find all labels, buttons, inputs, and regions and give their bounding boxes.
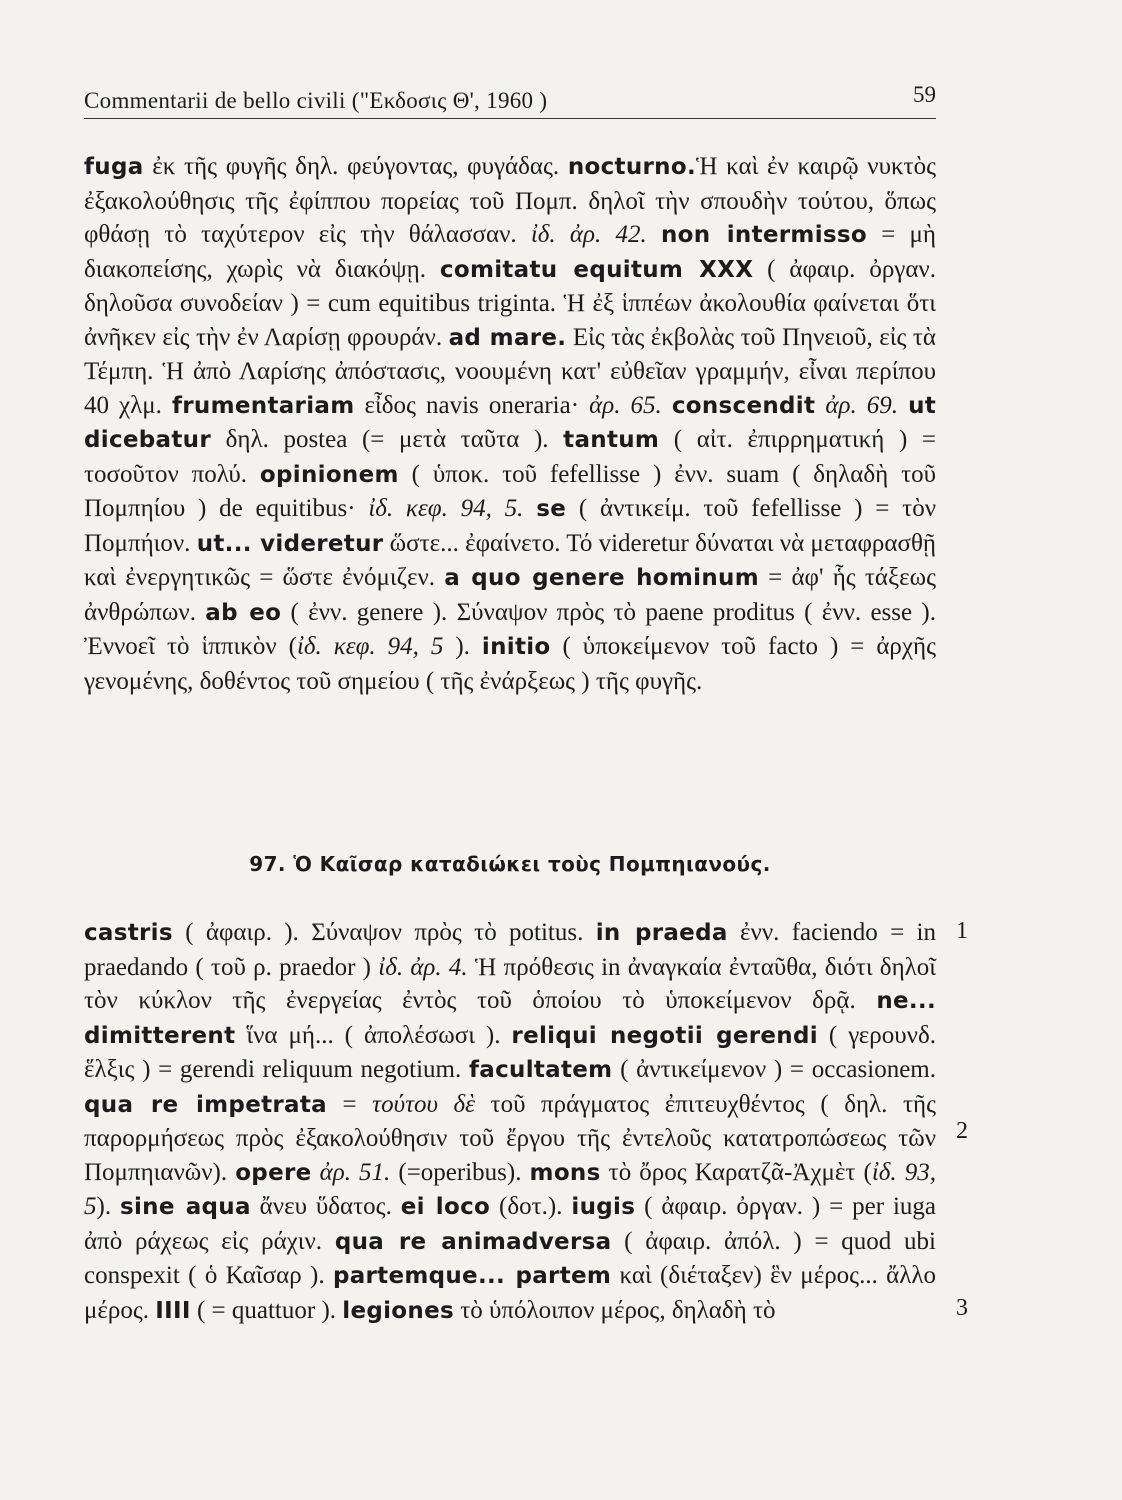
commentary-text: ( ἀφαιρ. ἀπόλ. ) = quod ubi conspexit ( ὁ Καῖσαρ ). [84, 1227, 936, 1289]
margin-line-number: 2 [956, 1118, 968, 1144]
section-heading: 97. Ὁ Καῖσαρ καταδιώκει τοὺς Πομπηιανούς. [249, 852, 771, 876]
reference: ἀρ. 69. [825, 391, 899, 419]
commentary-text: (δοτ.). [490, 1193, 572, 1220]
commentary-text: εἶδος navis oneraria· [354, 391, 590, 419]
commentary-text: = μὴ διακοπείσης, χωρὶς νὰ διακόψῃ. [84, 221, 937, 283]
lemma-term: opere [235, 1159, 312, 1186]
lemma-term: comitatu equitum XXX [439, 256, 754, 283]
lemma-term: legiones [342, 1297, 454, 1324]
commentary-text: = ἀφ' ἧς τάξεως ἀνθρώπων. [84, 564, 937, 626]
commentary-text: δηλ. postea (= μετὰ ταῦτα ). [210, 426, 564, 453]
lemma-term: ne... dimitterent [84, 988, 936, 1049]
commentary-text: ( γερουνδ. ἕλξις ) = gerendi reliquum negotium. [84, 1021, 936, 1083]
commentary-text: ). [443, 633, 482, 660]
commentary-text [523, 495, 536, 522]
lemma-term: qua re animadversa [334, 1228, 612, 1255]
commentary-text: Ἡ καὶ ἐν καιρῷ νυκτὸς ἐξακολούθησις τῆς ἐφίππου πορείας τοῦ Πομπ. δηλοῖ τὴν σπουδὴν τούτου, ὅπως φθάσῃ τὸ ταχύτερον εἰς τὴν θάλασσαν. [84, 153, 936, 248]
commentary-text [815, 392, 825, 419]
lemma-term: reliqui negotii gerendi [511, 1022, 818, 1049]
commentary-text: ( ἀφαιρ. ὀργαν. ) = per iuga ἀπὸ ράχεως εἰς ράχιν. [84, 1193, 937, 1255]
commentary-text: ὥστε... ἐφαίνετο. Τό videretur δύναται νὰ μεταφρασθῇ καὶ ἐνεργητικῶς = ὥστε ἐνόμιζεν. [84, 529, 936, 591]
lemma-term: ut dicebatur [84, 392, 937, 453]
reference: ἀρ. 65. [589, 391, 662, 419]
page-number: 59 [913, 82, 936, 107]
commentary-text [647, 221, 661, 248]
lemma-term: non intermisso [661, 222, 867, 248]
commentary-text: ( ἀφαιρ. ὀργαν. δηλοῦσα συνοδείαν ) = cum equitibus triginta. Ἡ ἐξ ἱππέων ἀκολουθία φαίνεται ὅτι ἀνῆκεν εἰς τὴν ἐν Λαρίσῃ φρουράν. [84, 255, 936, 351]
commentary-block-96 [84, 150, 936, 698]
commentary-text [312, 1159, 320, 1186]
lemma-term: tantum [563, 427, 660, 453]
lemma-term: nocturno. [567, 154, 696, 180]
commentary-text: τὸ ὑπόλοιπον μέρος, δηλαδὴ τὸ [453, 1296, 776, 1324]
commentary-text: ( ὑποκείμενον τοῦ facto ) = ἀρχῆς γενομένης, δοθέντος τοῦ σημείου ( τῆς ἐνάρξεως ) τῆς φυγῆς. [84, 633, 936, 695]
commentary-text: ἐκ τῆς φυγῆς δηλ. φεύγοντας, φυγάδας. [143, 153, 568, 180]
commentary-text: τοῦ πράγματος ἐπιτευχθέντος ( δηλ. τῆς παρορμήσεως πρὸς ἐξακολούθησιν τοῦ ἔργου τῆς ἐντελοῦς κατατροπώσεως τῶν Πομπηιανῶν). [84, 1090, 936, 1186]
reference: ἰδ. ἀρ. 4. [378, 953, 468, 981]
commentary-text: ( ἀντικείμενον ) = occasionem. [612, 1056, 936, 1083]
reference: ἰδ. 93, 5 [84, 1158, 936, 1220]
lemma-term: IIII [155, 1297, 191, 1324]
running-header [84, 82, 936, 119]
commentary-text: ( = quattuor ). [190, 1296, 343, 1324]
lemma-term: fuga [84, 154, 144, 180]
reference: ἀρ. 51. [319, 1158, 391, 1186]
lemma-term: sine aqua [119, 1194, 251, 1220]
commentary-text: = [326, 1090, 373, 1118]
commentary-text: ). [96, 1193, 120, 1220]
header-title: Commentarii de bello civili ("Εκδοσις Θ', 1960 ) [84, 88, 548, 113]
commentary-text: (=operibus). [390, 1158, 530, 1186]
margin-line-number: 1 [956, 918, 968, 944]
commentary-text [898, 392, 908, 419]
lemma-term: iugis [571, 1194, 636, 1220]
commentary-text: ἐνν. faciendo = in praedando ( τοῦ ρ. praedor ) [84, 919, 936, 981]
lemma-term: ad mare. [448, 324, 567, 351]
margin-line-number: 3 [956, 1295, 968, 1321]
commentary-text: ( ἀντικείμ. τοῦ fefellisse ) = τὸν Πομπήιον. [84, 495, 937, 557]
commentary-text: ( ὑποκ. τοῦ fefellisse ) ἐνν. suam ( δηλαδὴ τοῦ Πομπηίου ) de equitibus· [84, 460, 936, 522]
lemma-term: a quo genere hominum [444, 565, 759, 591]
commentary-text: καὶ (διέταξεν) ἓν μέρος... ἄλλο μέρος. [84, 1262, 937, 1324]
commentary-block-97 [84, 916, 936, 1328]
commentary-text: ἵνα μή... ( ἀπολέσωσι ). [235, 1021, 512, 1049]
lemma-term: frumentariam [171, 392, 355, 419]
lemma-term: ab eo [205, 599, 282, 626]
lemma-term: partemque... partem [332, 1263, 612, 1289]
lemma-term: in praeda [595, 920, 728, 946]
lemma-term: conscendit [671, 392, 816, 419]
commentary-text [662, 392, 672, 419]
commentary-text: ( αἰτ. ἐπιρρηματική ) = τοσοῦτον πολύ. [84, 426, 936, 488]
lemma-term: se [536, 496, 567, 522]
reference: τούτου δὲ [372, 1090, 475, 1118]
lemma-term: facultatem [468, 1057, 613, 1083]
commentary-text: Ἡ πρόθεσις in ἀναγκαία ἐνταῦθα, διότι δηλοῖ τὸν κύκλον τῆς ἐνεργείας ἐντὸς τοῦ ὁποίου τὸ ὑποκείμενον δρᾷ. [84, 953, 936, 1014]
lemma-term: ut... videretur [196, 530, 384, 557]
lemma-term: qua re impetrata [84, 1091, 327, 1118]
lemma-term: initio [481, 634, 551, 660]
commentary-text: τὸ ὄρος Καρατζᾶ-Ἀχμὲτ ( [600, 1158, 872, 1186]
lemma-term: ei loco [400, 1194, 491, 1220]
lemma-term: mons [529, 1159, 601, 1186]
lemma-term: opinionem [259, 461, 399, 488]
reference: ἰδ. ἀρ. 42. [530, 221, 647, 248]
lemma-term: castris [84, 920, 173, 946]
commentary-text: ἄνευ ὕδατος. [250, 1193, 401, 1220]
reference: ἰδ. κεφ. 94, 5 [296, 633, 444, 660]
commentary-text: ( ἀφαιρ. ). Σύναψον πρὸς τὸ potitus. [172, 919, 596, 946]
commentary-text: ( ἐνν. genere ). Σύναψον πρὸς τὸ paene proditus ( ἐνν. esse ). Ἐννοεῖ τὸ ἱππικὸν ( [84, 598, 936, 660]
reference: ἰδ. κεφ. 94, 5. [368, 495, 524, 522]
commentary-text: Εἰς τὰς ἐκβολὰς τοῦ Πηνειοῦ, εἰς τὰ Τέμπη. Ἡ ἀπὸ Λαρίσης ἀπόστασις, νοουμένη κατ' εὐθεῖαν γραμμήν, εἶναι περίπου 40 χλμ. [84, 323, 936, 419]
